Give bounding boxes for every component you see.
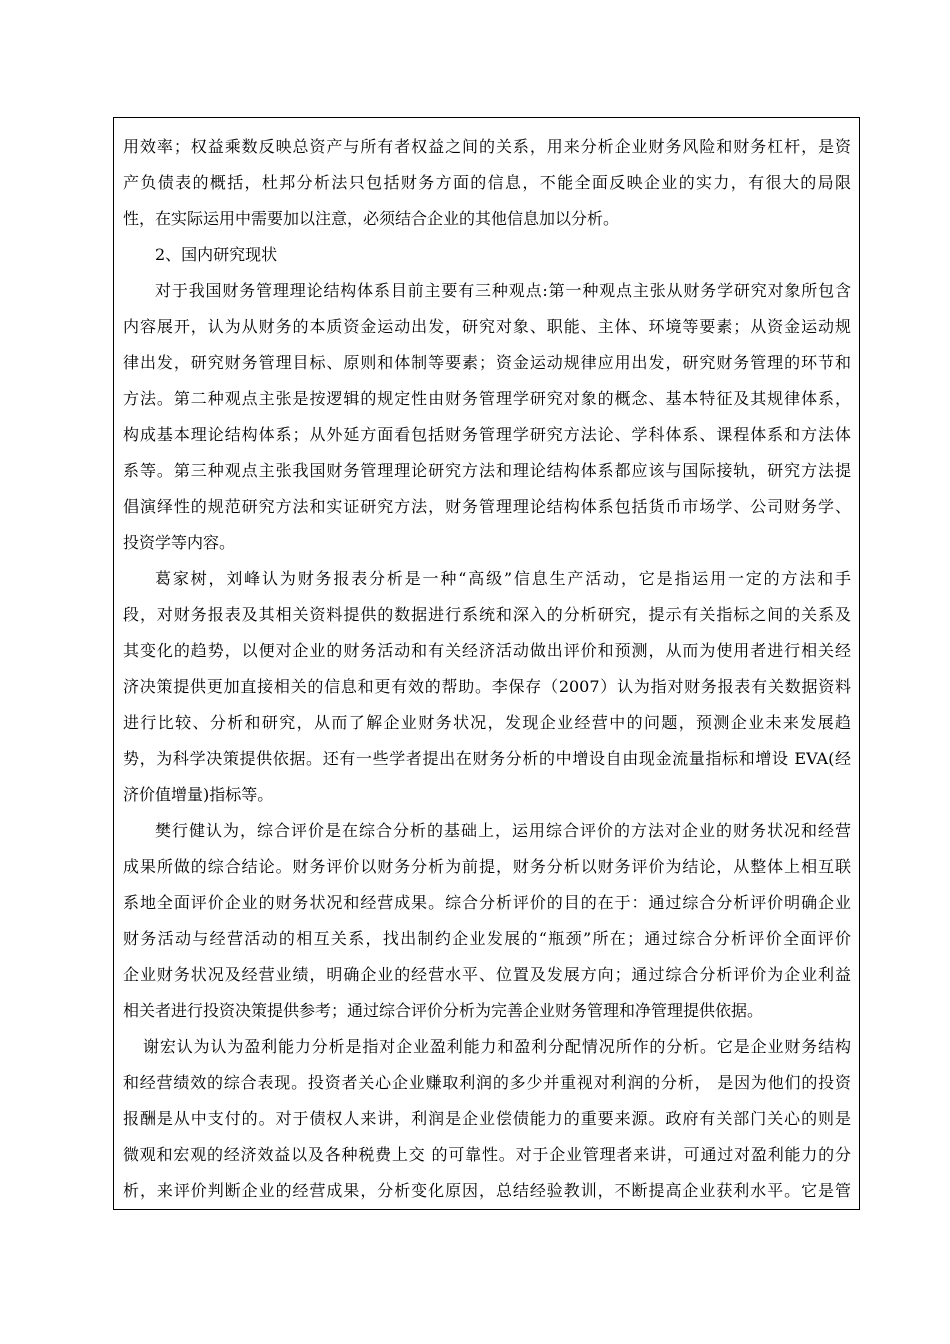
- text-line: 段，对财务报表及其相关资料提供的数据进行系统和深入的分析研究，提示有关指标之间的关系及: [123, 605, 851, 624]
- text-line: 济决策提供更加直接相关的信息和更有效的帮助。李保存（2007）认为指对财务报表有关数据资料: [123, 677, 851, 696]
- text-line: 对于我国财务管理理论结构体系目前主要有三种观点:第一种观点主张从财务学研究对象所包含: [155, 281, 851, 300]
- text-line: 用效率；权益乘数反映总资产与所有者权益之间的关系，用来分析企业财务风险和财务杠杆，是资: [123, 137, 851, 156]
- text-line: 报酬是从中支付的。对于债权人来讲，利润是企业偿债能力的重要来源。政府有关部门关心的则是: [123, 1109, 851, 1128]
- paragraph-profitability-analysis: [123, 1029, 851, 1209]
- text-line: 财务活动与经营活动的相互关系，找出制约企业发展的“瓶颈”所在；通过综合分析评价全面评价: [123, 929, 851, 948]
- paragraph-three-viewpoints: [123, 273, 851, 561]
- text-line: 律出发，研究财务管理目标、原则和体制等要素；资金运动规律应用出发，研究财务管理的环节和: [123, 353, 851, 372]
- text-line: 投资学等内容。: [123, 533, 236, 552]
- text-line: 系地全面评价企业的财务状况和经营成果。综合分析评价的目的在于：通过综合分析评价明确企业: [123, 893, 851, 912]
- text-line: 倡演绎性的规范研究方法和实证研究方法，财务管理理论结构体系包括货币市场学、公司财务学、: [123, 497, 851, 516]
- text-line: 其变化的趋势，以便对企业的财务活动和有关经济活动做出评价和预测，从而为使用者进行相关经: [123, 641, 851, 660]
- text-line: 势，为科学决策提供依据。还有一些学者提出在财务分析的中增设自由现金流量指标和增设 EVA(经: [123, 749, 851, 768]
- text-line: 葛家树，刘峰认为财务报表分析是一种“高级”信息生产活动，它是指运用一定的方法和手: [155, 569, 851, 588]
- paragraph-dupont-limitations: [123, 129, 851, 237]
- paragraph-comprehensive-evaluation: [123, 813, 851, 1029]
- text-line: 微观和宏观的经济效益以及各种税费上交 的可靠性。对于企业管理者来讲，可通过对盈利能力的分: [123, 1145, 851, 1164]
- text-line: 构成基本理论结构体系；从外延方面看包括财务管理学研究方法论、学科体系、课程体系和方法体: [123, 425, 851, 444]
- text-line: 和经营绩效的综合表现。投资者关心企业赚取利润的多少并重视对利润的分析， 是因为他们的投资: [123, 1073, 851, 1092]
- paragraph-financial-statement-analysis: [123, 561, 851, 813]
- text-line: 性，在实际运用中需要加以注意，必须结合企业的其他信息加以分析。: [123, 209, 620, 228]
- text-line: 析，来评价判断企业的经营成果，分析变化原因，总结经验教训，不断提高企业获利水平。它是管: [123, 1181, 851, 1200]
- heading-text: 2、国内研究现状: [155, 245, 278, 264]
- bordered-text-frame: [113, 117, 860, 1210]
- text-line: 樊行健认为，综合评价是在综合分析的基础上，运用综合评价的方法对企业的财务状况和经营: [155, 821, 851, 840]
- text-line: 企业财务状况及经营业绩，明确企业的经营水平、位置及发展方向；通过综合分析评价为企业利益: [123, 965, 851, 984]
- text-line: 相关者进行投资决策提供参考；通过综合评价分析为完善企业财务管理和净管理提供依据。: [123, 1001, 764, 1020]
- text-line: 产负债表的概括，杜邦分析法只包括财务方面的信息，不能全面反映企业的实力，有很大的局限: [123, 173, 851, 192]
- section-heading-domestic-research: [123, 237, 851, 273]
- text-line: 系等。第三种观点主张我国财务管理理论研究方法和理论结构体系都应该与国际接轨，研究方法提: [123, 461, 851, 480]
- text-line: 成果所做的综合结论。财务评价以财务分析为前提，财务分析以财务评价为结论，从整体上相互联: [123, 857, 851, 876]
- text-line: 方法。第二种观点主张是按逻辑的规定性由财务管理学研究对象的概念、基本特征及其规律体系，: [123, 389, 851, 408]
- text-line: 内容展开，认为从财务的本质资金运动出发，研究对象、职能、主体、环境等要素；从资金运动规: [123, 317, 851, 336]
- text-line: 谢宏认为认为盈利能力分析是指对企业盈利能力和盈利分配情况所作的分析。它是企业财务结构: [143, 1037, 851, 1056]
- text-line: 进行比较、分析和研究，从而了解企业财务状况，发现企业经营中的问题，预测企业未来发展趋: [123, 713, 851, 732]
- text-line: 济价值增量)指标等。: [123, 785, 274, 804]
